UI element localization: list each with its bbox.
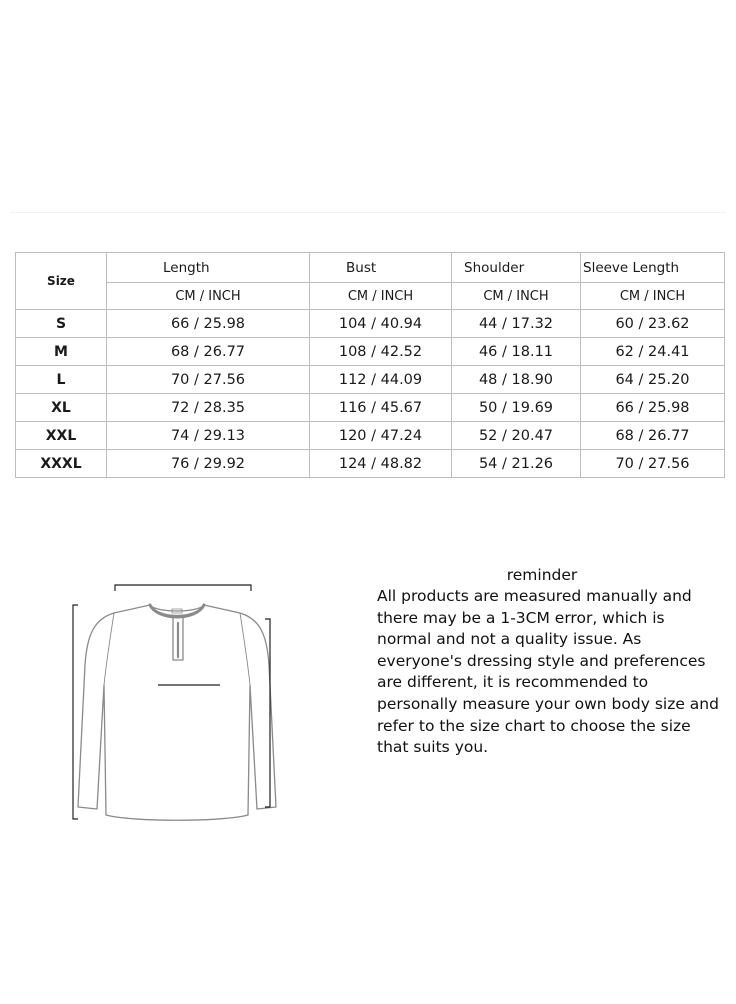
reminder-title: reminder (506, 566, 578, 584)
table-row (16, 310, 725, 338)
length-unit-label: CM / INCH (107, 283, 310, 310)
sleeve-cell: 64 / 25.20 (581, 366, 725, 394)
size-cell: L (16, 366, 107, 394)
length-cell: 68 / 26.77 (107, 338, 310, 366)
sleeve-cell: 66 / 25.98 (581, 394, 725, 422)
length-cell: 66 / 25.98 (107, 310, 310, 338)
sleeve-unit-label: CM / INCH (581, 283, 725, 310)
shoulder-cell: 52 / 20.47 (452, 422, 581, 450)
table-row (16, 450, 725, 478)
bust-cell: 112 / 44.09 (310, 366, 452, 394)
length-cell: 72 / 28.35 (107, 394, 310, 422)
sleeve-length-column-header: Sleeve Length (581, 253, 725, 283)
shoulder-cell: 50 / 19.69 (452, 394, 581, 422)
bust-cell: 104 / 40.94 (310, 310, 452, 338)
bust-unit-label: CM / INCH (310, 283, 452, 310)
shoulder-cell: 48 / 18.90 (452, 366, 581, 394)
bust-cell: 108 / 42.52 (310, 338, 452, 366)
table-row (16, 366, 725, 394)
size-cell: XXXL (16, 450, 107, 478)
shoulder-cell: 44 / 17.32 (452, 310, 581, 338)
table-row (16, 338, 725, 366)
length-cell: 76 / 29.92 (107, 450, 310, 478)
divider-line (10, 212, 726, 213)
size-cell: S (16, 310, 107, 338)
shoulder-column-header: Shoulder (452, 253, 581, 283)
bust-cell: 120 / 47.24 (310, 422, 452, 450)
shoulder-cell: 54 / 21.26 (452, 450, 581, 478)
sleeve-cell: 68 / 26.77 (581, 422, 725, 450)
bust-cell: 116 / 45.67 (310, 394, 452, 422)
bust-column-header: Bust (310, 253, 452, 283)
length-cell: 74 / 29.13 (107, 422, 310, 450)
long-sleeve-henley-shirt-icon (62, 575, 292, 835)
size-cell: M (16, 338, 107, 366)
shoulder-cell: 46 / 18.11 (452, 338, 581, 366)
table-row (16, 422, 725, 450)
size-chart-table (15, 252, 725, 478)
shoulder-unit-label: CM / INCH (452, 283, 581, 310)
length-column-header: Length (107, 253, 310, 283)
size-column-header: Size (16, 253, 107, 310)
sleeve-cell: 70 / 27.56 (581, 450, 725, 478)
size-cell: XXL (16, 422, 107, 450)
size-cell: XL (16, 394, 107, 422)
reminder-text: All products are measured manually and there may be a 1-3CM error, which is normal and not a quality issue. As everyone's dressing style and preferences are different, it is recommended to personally measure your own body size and refer to the size chart to choose the size that suits you. (377, 587, 719, 757)
bust-cell: 124 / 48.82 (310, 450, 452, 478)
length-cell: 70 / 27.56 (107, 366, 310, 394)
table-row (16, 394, 725, 422)
sleeve-cell: 62 / 24.41 (581, 338, 725, 366)
sleeve-cell: 60 / 23.62 (581, 310, 725, 338)
